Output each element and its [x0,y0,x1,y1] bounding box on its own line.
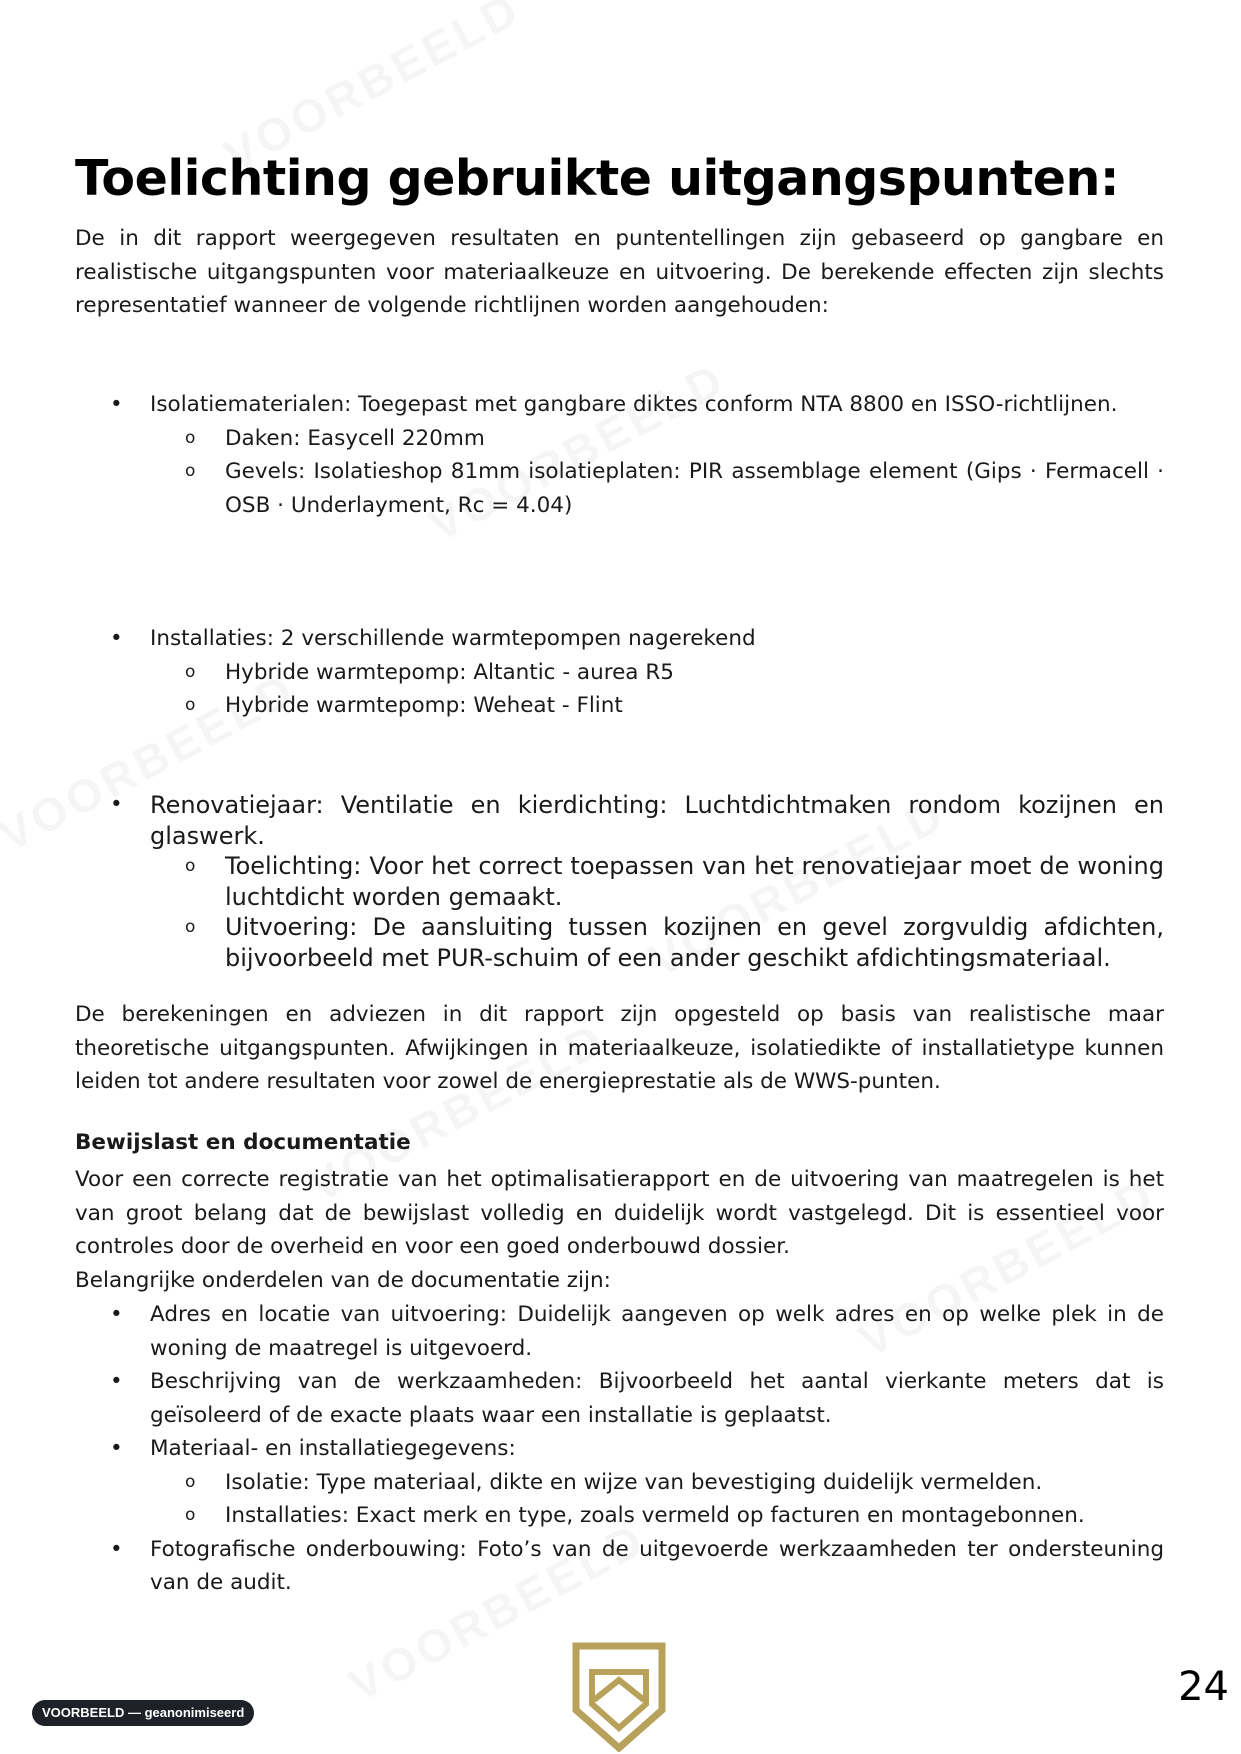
bewijs-lead: Belangrijke onderdelen van de documentatie zijn: [75,1268,611,1293]
page-number: 24 [1178,1664,1229,1710]
page-title: Toelichting gebruikte uitgangspunten: [75,150,1119,207]
list-item-text: Adres en locatie van uitvoering: Duidelijk aangeven op welk adres en op welke plek in de woning de maatregel is uitgevoerd. [150,1302,1164,1361]
list-item-text: Fotografische onderbouwing: Foto’s van de uitgevoerde werkzaamheden ter ondersteuning van de audit. [150,1536,1164,1595]
sub-item-text: Installaties: Exact merk en type, zoals vermeld op facturen en montagebonnen. [225,1503,1085,1528]
list-item-text: Materiaal- en installatiegegevens: [150,1436,516,1461]
shield-logo-icon [572,1642,666,1752]
sub-item-text: Uitvoering: De aansluiting tussen kozijnen en gevel zorgvuldig afdichten, bijvoorbeeld met PUR-schuim of een ander geschikt afdichtingsmateriaal. [225,913,1164,972]
section-heading: Bewijslast en documentatie [75,1130,411,1155]
list-item [75,1432,1164,1466]
list-item [75,1298,1164,1365]
list-item [75,388,1164,422]
bewijs-paragraph: Voor een correcte registratie van het optimalisatierapport en de uitvoering van maatregelen is het van groot belang dat de bewijslast volledig en duidelijk wordt vastgelegd. Dit is essentieel voor controles door de overheid en voor een goed onderbouwd dossier. [75,1167,1164,1259]
list-item-text: Isolatiematerialen: Toegepast met gangbare diktes conform NTA 8800 en ISSO-richtlijnen. [150,392,1118,417]
circle-bullet-icon: o [185,427,196,448]
sub-list-item [75,1466,1164,1500]
bullet-icon: • [110,1536,123,1562]
bullet-icon: • [110,392,123,417]
circle-bullet-icon: o [185,856,196,876]
intro-paragraph: De in dit rapport weergegeven resultaten en puntentellingen zijn gebaseerd op gangbare en realistische uitgangspunten voor materiaalkeuze en uitvoering. De berekende effecten zijn slechts representatief wanneer de volgende richtlijnen worden aangehouden: [75,226,1164,318]
sub-list-item [75,656,1164,690]
list-item [75,1365,1164,1432]
anonymized-badge: VOORBEELD — geanonimiseerd [32,1700,254,1726]
list-item [75,622,1164,656]
circle-bullet-icon: o [185,1471,196,1492]
bullet-icon: • [110,1302,123,1327]
sub-item-text: Isolatie: Type materiaal, dikte en wijze van bevestiging duidelijk vermelden. [225,1469,1043,1495]
conclusion-paragraph: De berekeningen en adviezen in dit rapport zijn opgesteld op basis van realistische maar theoretische uitgangspunten. Afwijkingen in materiaalkeuze, isolatiedikte of installatietype kunnen leiden tot andere resultaten voor zowel de energieprestatie als de WWS-punten. [75,1002,1164,1094]
sub-list-item [75,1499,1164,1533]
sub-item-text: Daken: Easycell 220mm [225,425,485,451]
list-item-text: Beschrijving van de werkzaamheden: Bijvoorbeeld het aantal vierkante meters dat is geïsoleerd of de exacte plaats waar een installatie is geplaatst. [150,1369,1164,1428]
list-item [75,1533,1164,1600]
list-item-text: Installaties: 2 verschillende warmtepompen nagerekend [150,626,756,651]
circle-bullet-icon: o [185,695,196,715]
bullet-icon: • [110,1436,123,1461]
bullet-icon: • [110,626,123,651]
circle-bullet-icon: o [185,917,196,937]
sub-item-text: Toelichting: Voor het correct toepassen van het renovatiejaar moet de woning luchtdicht worden gemaakt. [225,852,1164,911]
isolatie-list [75,388,1164,522]
circle-bullet-icon: o [185,461,196,481]
bullet-icon: • [110,792,123,817]
sub-item-text: Gevels: Isolatieshop 81mm isolatieplaten: PIR assemblage element (Gips · Fermacell · OSB · Underlayment, Rc = 4.04) [225,459,1164,518]
sub-list-item [75,851,1164,912]
circle-bullet-icon: o [185,661,196,682]
sub-list-item [75,422,1164,456]
renovatie-list [75,790,1164,973]
bullet-icon: • [110,1369,123,1394]
list-item [75,790,1164,851]
sub-item-text: Hybride warmtepomp: Altantic - aurea R5 [225,659,674,685]
documentatie-list [75,1298,1164,1600]
list-item-text: Renovatiejaar: Ventilatie en kierdichting: Luchtdichtmaken rondom kozijnen en glaswerk. [150,791,1164,850]
installaties-list [75,622,1164,723]
sub-item-text: Hybride warmtepomp: Weheat - Flint [225,693,623,718]
sub-list-item [75,689,1164,723]
sub-list-item [75,455,1164,522]
circle-bullet-icon: o [185,1505,196,1525]
sub-list-item [75,912,1164,973]
